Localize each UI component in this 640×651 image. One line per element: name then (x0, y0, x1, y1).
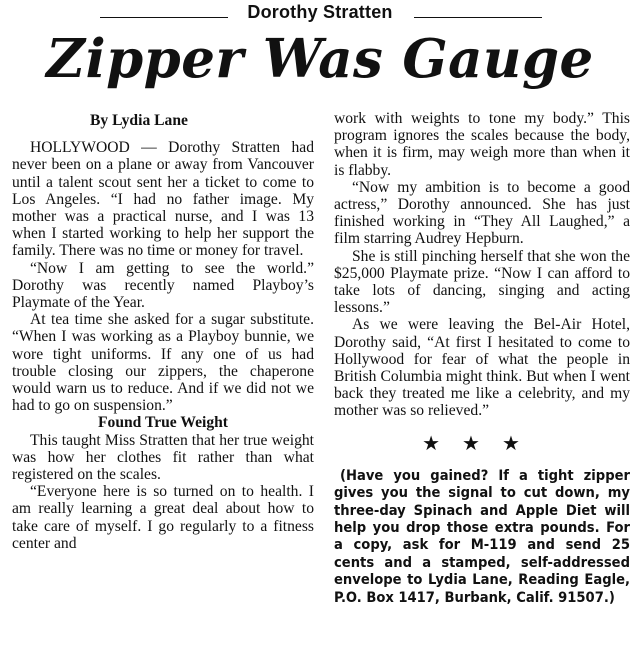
paragraph: HOLLYWOOD — Dorothy Stratten had never been on a plane or away from Vancouver until a talent scout sent her a ticket to come to Los Angeles. “I had no father image. My mother was a practical nurse, and I was 13 when I started working to help her support the family. There was no time or money for travel. (12, 139, 314, 260)
paragraph: “Now I am getting to see the world.” Dorothy was recently named Playboy’s Playmate of the Year. (12, 259, 314, 312)
paragraph: “Now my ambition is to become a good actress,” Dorothy announced. She has just finished working in “They All Laughed,” a film starring Audrey Hepburn. (334, 178, 630, 248)
note-text: (Have you gained? If a tight zipper gives you the signal to cut down, my three-day Spinach and Apple Diet will help you drop those extra pounds. For a copy, ask for M-119 and send 25 cents and a stamped, self-addressed envelope to Lydia Lane, Reading Eagle, P.O. Box 1417, Burbank, Calif. 91507.) (334, 466, 630, 606)
paragraph: She is still pinching herself that she won the $25,000 Playmate prize. “Now I can afford to take lots of dancing, singing and acting lessons.” (334, 247, 630, 317)
separator-stars: ★★★ (422, 432, 542, 455)
paragraph: This taught Miss Stratten that her true weight was how her clothes fit rather than what registered on the scales. (12, 431, 314, 484)
headline: Zipper Was Gauge (46, 28, 594, 90)
paragraph: As we were leaving the Bel-Air Hotel, Dorothy said, “At first I hesitated to come to Hollywood for fear of what the people in British Columbia might think. But when I went back they treated me like a celebrity, and my mother was so relieved.” (334, 316, 630, 420)
byline: By Lydia Lane (90, 112, 188, 129)
paragraph: “Everyone here is so turned on to health. I am really learning a great deal about how to take care of myself. I go regularly to a fitness center and (12, 483, 314, 552)
kicker: Dorothy Stratten (247, 2, 393, 22)
kicker-rule-right (414, 17, 542, 18)
paragraph: At tea time she asked for a sugar substitute. “When I was working as a Playboy bunnie, we wore tight uniforms. If any one of us had trouble closing our zippers, the chaperone would warn us to reduce. And if we did not we had to go on suspension.” (12, 311, 314, 415)
left-column (12, 112, 314, 552)
right-column (334, 110, 630, 606)
subhead: Found True Weight (98, 414, 228, 432)
paragraph: work with weights to tone my body.” This program ignores the scales because the body, when it is firm, may weigh more than when it is flabby. (334, 110, 630, 179)
reader-offer-note (334, 467, 630, 606)
